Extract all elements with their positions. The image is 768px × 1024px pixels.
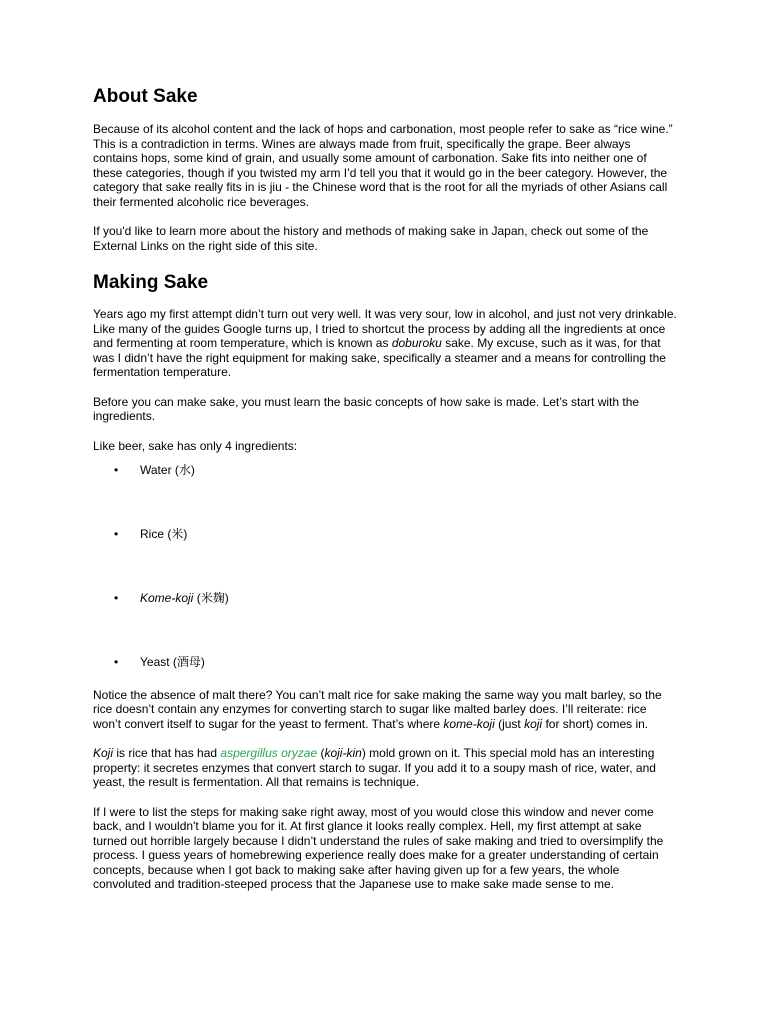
list-item bbox=[93, 655, 677, 670]
making-paragraph-4 bbox=[93, 688, 677, 732]
doburoku-term: doburoku bbox=[391, 336, 442, 350]
about-paragraph-2: If you'd like to learn more about the history and methods of making sake in Japan, check out some of the External Links on the right side of this site. bbox=[93, 224, 649, 253]
list-item bbox=[93, 463, 677, 478]
making-paragraph-6: If I were to list the steps for making sake right away, most of you would close this window and never come back, and I wouldn't blame you for it. At first glance it looks really complex. Hell, my first attempt at sake turned out horrible largely because I didn’t understand the rules of sake making and tried to oversimplify the process. I guess years of homebrewing experience really does make for a greater understanding of certain concepts, because when I got back to making sake after having given up for a few years, the whole convoluted and tradition-steeped process that the Japanese use to make sake made sense to me. bbox=[93, 804, 664, 891]
text-run: for short) comes in. bbox=[542, 716, 649, 731]
text-run: is rice that has had bbox=[113, 746, 221, 760]
ingredient-name: Water bbox=[140, 463, 172, 477]
document-page bbox=[93, 84, 677, 892]
aspergillus-oryzae-link[interactable]: aspergillus oryzae bbox=[220, 746, 318, 760]
text-run: Notice the absence of malt there? You can’t malt rice for sake making the same way you malt barley, so the rice doesn’t contain any enzymes for converting starch to sugar like malted barley does. I’ll reiterate: rice won’t convert itself to sugar for the yeast to ferment. That’s where bbox=[93, 687, 662, 731]
ingredient-name: Yeast bbox=[140, 655, 170, 669]
koji-kin-term: koji-kin bbox=[324, 746, 362, 760]
text-run: ( bbox=[317, 746, 325, 760]
bullet-icon: • bbox=[114, 655, 119, 669]
making-paragraph-5 bbox=[93, 746, 677, 790]
about-sake-heading: About Sake bbox=[93, 86, 198, 107]
making-paragraph-3: Like beer, sake has only 4 ingredients: bbox=[93, 438, 298, 453]
koji-term: Koji bbox=[93, 746, 114, 760]
bullet-icon: • bbox=[114, 463, 119, 477]
text-run: sake. My excuse, such as it was, for that was I didn’t have the right equipment for making sake, specifically a steamer and a means for controlling the fermentation temperature. bbox=[93, 336, 666, 379]
ingredient-kanji: (米麹) bbox=[193, 591, 229, 605]
bullet-icon: • bbox=[114, 591, 119, 605]
making-sake-heading: Making Sake bbox=[93, 272, 209, 293]
bullet-icon: • bbox=[114, 527, 119, 541]
kome-koji-term: kome-koji bbox=[443, 716, 495, 731]
ingredient-kanji: (水) bbox=[171, 463, 195, 477]
text-run: (just bbox=[494, 716, 525, 731]
koji-term: koji bbox=[524, 716, 543, 731]
ingredient-kanji: (酒母) bbox=[169, 655, 205, 669]
text-run: Years ago my first attempt didn’t turn out very well. It was very sour, low in alcohol, and just not very drinkable. Like many of the guides Google turns up, I tried to shortcut the process by adding all the ingredients at once and fermenting at room temperature, which is known as bbox=[93, 307, 677, 350]
ingredient-kanji: (米) bbox=[164, 527, 188, 541]
about-paragraph-1: Because of its alcohol content and the lack of hops and carbonation, most people refer to sake as “rice wine.” This is a contradiction in terms. Wines are always made from fruit, specifically the grape. Beer always contains hops, some kind of grain, and usually some amount of carbonation. Sake fits into neither one of these categories, though if you twisted my arm I’d tell you that it would go in the beer category. However, the category that sake really fits in is jiu - the Chinese word that is the root for all the myriads of other Asians call their fermented alcoholic rice beverages. bbox=[93, 122, 673, 209]
text-run: ) mold grown on it. This special mold has an interesting property: it secretes enzymes that convert starch to sugar. If you add it to a soupy mash of rice, water, and yeast, the result is fermentation. All that remains is technique. bbox=[93, 746, 656, 789]
list-item bbox=[93, 591, 677, 606]
ingredients-list bbox=[93, 463, 677, 670]
making-paragraph-1 bbox=[93, 307, 677, 380]
making-paragraph-2: Before you can make sake, you must learn the basic concepts of how sake is made. Let’s start with the ingredients. bbox=[93, 394, 640, 423]
ingredient-name: Kome-koji bbox=[140, 591, 194, 605]
ingredient-name: Rice bbox=[140, 527, 165, 541]
list-item bbox=[93, 527, 677, 542]
